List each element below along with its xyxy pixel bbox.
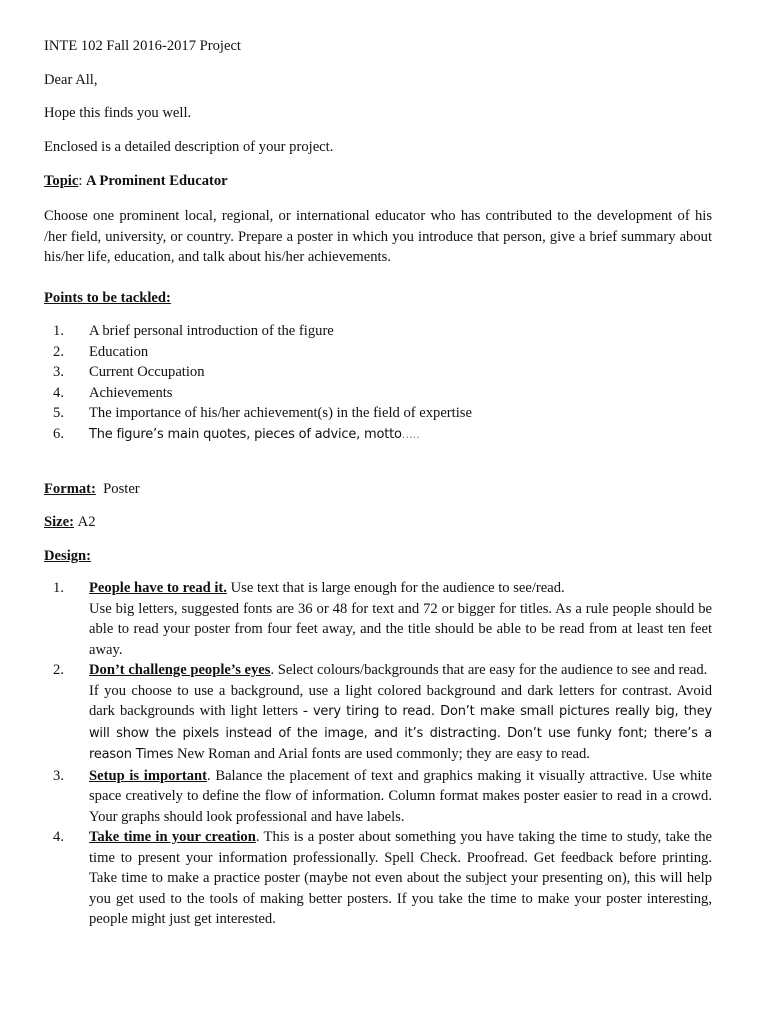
topic-label: Topic [44,173,79,189]
design-heading: Design: [44,548,92,564]
size-label: Size: [44,514,74,530]
greeting: Dear All, [44,72,98,88]
size-value: A2 [77,514,96,530]
topic-separator: : [78,173,87,189]
format-line [44,479,140,500]
design-item-title: Setup is important [89,767,208,784]
size-line [44,512,96,533]
design-item: 4. Take time in your creation. This is a poster about something you have taking the time to study, take the time to present your information professionally. Spell Check. Proofread. Get feedback before printing. Take time to make a practice poster (maybe not even about the subject your presenting on), this will help you get used to the tools of making better posters. If you take the time to make your poster interesting, people might just get interested. [53,829,713,927]
design-item-title: People have to read it. [89,580,227,596]
design-item: 1. People have to read it. Use text that is large enough for the audience to see/read. Use big letters, suggested fonts are 36 or 48 for text and 72 or bigger for titles. As a rule people should be able to read your poster from four feet away, and the title should be able to be read from at least ten feet away. [53,580,712,658]
format-label: Format: [44,481,96,497]
design-item-title: Take time in your creation [89,829,256,845]
list-item: 5. The importance of his/her achievement(s) in the field of expertise [53,405,472,421]
design-item: 2. Don’t challenge people’s eyes. Select colours/backgrounds that are easy for the audience to see and read. If you choose to use a background, use a light colored background and dark letters for contrast. Avoid dark backgrounds with light letters - very tiring to read. Don’t make small pictures really big, they will show the pixels instead of the image, and it’s distracting. Don’t use funky font; there’s a reason Times New Roman and Arial fonts are used commonly; they are easy to read. [53,662,712,762]
list-item: 4. Achievements [53,384,173,401]
intro-line-1: Hope this finds you well. [44,105,192,121]
format-value: Poster [103,481,140,497]
design-list [53,578,713,930]
project-description: Choose one prominent local, regional, or international educator who has contributed to the development of his /her field, university, or country. Prepare a poster in which you introduce that person, give a brief summary about his/her life, education, and talk about his/her achievements. [44,208,712,265]
list-item: 6. The figure’s main quotes, pieces of advice, motto….. [53,425,420,442]
points-list [53,321,726,444]
points-heading: Points to be tackled: [44,290,171,306]
topic-value: A Prominent Educator [86,173,228,189]
list-item: 3. Current Occupation [53,364,205,380]
topic-line [44,171,228,192]
list-item: 2. Education [53,343,149,360]
design-item-title: Don’t challenge people’s eyes [89,662,271,678]
list-item: 1. A brief personal introduction of the figure [53,323,334,339]
design-item: 3. Setup is important. Balance the placement of text and graphics making it visually attractive. Use white space creatively to define the flow of information. Column format makes poster easier to read in a crowd. Your graphs should look professional and have labels. [53,767,712,825]
intro-line-2: Enclosed is a detailed description of your project. [44,139,334,155]
document-title: INTE 102 Fall 2016-2017 Project [44,38,241,54]
